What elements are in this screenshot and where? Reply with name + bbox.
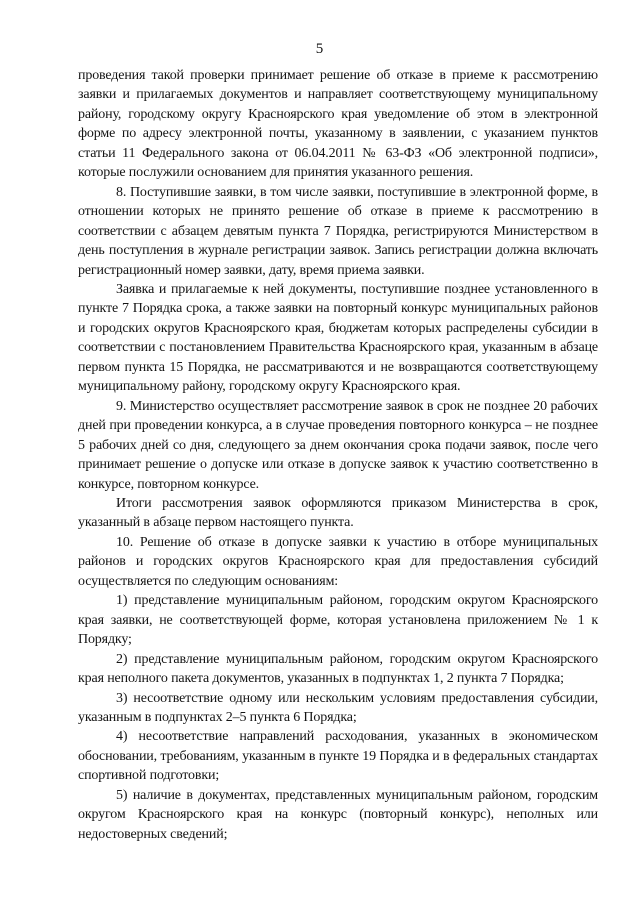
paragraph-continuation: проведения такой проверки принимает решение об отказе в приеме к рассмотрению заявки и прилагаемых документов и направляет соответствующему муниципальному району, городскому округу Красноярского края уведомление об этом в электронной форме по адресу электронной почты, указанному в заявлении, с указанием пунктов статьи 11 Федерального закона от 06.04.2011 № 63-ФЗ «Об электронной подписи», которые послужили основанием для принятия указанного решения. bbox=[78, 68, 598, 181]
paragraph-item-8: 8. Поступившие заявки, в том числе заявки, поступившие в электронной форме, в отношении которых не принято решение об отказе в приеме к рассмотрению в соответствии с абзацем девятым пункта 7 Порядка, регистрируются Министерством в день поступления в журнале регистрации заявок. Запись регистрации должна включать регистрационный номер заявки, дату, время приема заявки. bbox=[78, 184, 598, 278]
paragraph-item-9: 9. Министерство осуществляет рассмотрение заявок в срок не позднее 20 рабочих дней при проведении конкурса, а в случае проведения повторного конкурса – не позднее 5 рабочих дней со дня, следующего за днем окончания срока подачи заявок, после чего принимает решение о допуске или отказе в допуске заявок к участию соответственно в конкурсе, повторном конкурсе. bbox=[78, 398, 598, 492]
paragraph-item-10: 10. Решение об отказе в допуске заявки к участию в отборе муниципальных районов и городских округов Красноярского края для предоставления субсидий осуществляется по следующим основаниям: bbox=[78, 534, 598, 589]
subitem-2: 2) представление муниципальным районом, городским округом Красноярского края неполного пакета документов, указанных в подпунктах 1, 2 пункта 7 Порядка; bbox=[78, 651, 598, 687]
subitem-4: 4) несоответствие направлений расходования, указанных в экономическом обосновании, требованиям, указанным в пункте 19 Порядка и в федеральных стандартах спортивной подготовки; bbox=[78, 729, 598, 784]
subitem-1: 1) представление муниципальным районом, городским округом Красноярского края заявки, не соответствующей форме, которая установлена приложением № 1 к Порядку; bbox=[78, 593, 598, 648]
page-number: 5 bbox=[315, 41, 324, 57]
document-body bbox=[78, 66, 598, 844]
paragraph-late-applications: Заявка и прилагаемые к ней документы, поступившие позднее установленного в пункте 7 Порядка срока, а также заявки на повторный конкурс муниципальных районов и городских округов Красноярского края, бюджетам которых распределены субсидии в соответствии с постановлением Правительства Красноярского края, указанным в абзаце первом пункта 15 Порядка, не рассматриваются и не возвращаются соответствующему муниципальному району, городскому округу Красноярского края. bbox=[78, 281, 598, 395]
paragraph-review-results: Итоги рассмотрения заявок оформляются приказом Министерства в срок, указанный в абзаце первом настоящего пункта. bbox=[78, 495, 598, 531]
subitem-3: 3) несоответствие одному или нескольким условиям предоставления субсидии, указанным в подпунктах 2–5 пункта 6 Порядка; bbox=[78, 690, 598, 725]
subitem-5: 5) наличие в документах, представленных муниципальным районом, городским округом Красноярского края на конкурс (повторный конкурс), неполных или недостоверных сведений; bbox=[78, 787, 598, 842]
